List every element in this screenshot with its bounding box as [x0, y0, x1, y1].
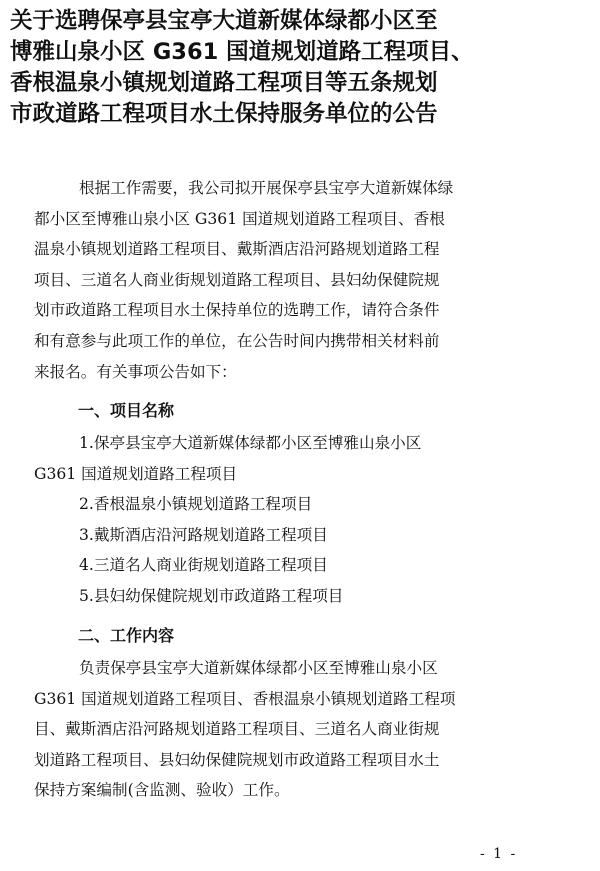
- intro-paragraph: [34, 173, 564, 387]
- section-heading: 一、项目名称: [78, 401, 175, 420]
- title-line: 香根温泉小镇规划道路工程项目等五条规划: [10, 70, 438, 96]
- paragraph-line: 来报名。有关事项公告如下：: [34, 362, 237, 381]
- paragraph-line: 温泉小镇规划道路工程项目、戴斯酒店沿河路规划道路工程: [34, 240, 440, 259]
- title-line: 博雅山泉小区 G361 国道规划道路工程项目、: [10, 39, 474, 65]
- paragraph-line: 负责保亭县宝亭大道新媒体绿都小区至博雅山泉小区: [79, 659, 438, 677]
- paragraph-line: 划市政道路工程项目水土保持单位的选聘工作，请符合条件: [34, 301, 440, 320]
- paragraph-line: 都小区至博雅山泉小区 G361 国道规划道路工程项目、香根: [34, 209, 445, 228]
- list-item-continuation: G361 国道规划道路工程项目: [34, 464, 238, 483]
- list-item: 3.戴斯酒店沿河路规划道路工程项目: [79, 525, 328, 544]
- title-line: 市政道路工程项目水土保持服务单位的公告: [10, 101, 438, 127]
- project-list: [34, 428, 564, 612]
- paragraph-line: 目、戴斯酒店沿河路规划道路工程项目、三道名人商业街规: [34, 720, 440, 739]
- section-heading-work-content: [34, 621, 564, 652]
- document-title: [10, 6, 590, 130]
- paragraph-line: 根据工作需要，我公司拟开展保亭县宝亭大道新媒体绿: [79, 179, 454, 197]
- list-item: 4.三道名人商业街规划道路工程项目: [79, 556, 328, 575]
- paragraph-line: 保持方案编制(含监测、验收）工作。: [34, 781, 290, 800]
- list-item: 5.县妇幼保健院规划市政道路工程项目: [79, 586, 344, 605]
- list-item: 1.保亭县宝亭大道新媒体绿都小区至博雅山泉小区: [79, 434, 422, 452]
- title-line: 关于选聘保亭县宝亭大道新媒体绿都小区至: [10, 8, 438, 34]
- page-number: - 1 -: [480, 846, 518, 862]
- paragraph-line: 划道路工程项目、县妇幼保健院规划市政道路工程项目水土: [34, 750, 440, 769]
- section-heading-project-names: [34, 396, 564, 427]
- paragraph-line: G361 国道规划道路工程项目、香根温泉小镇规划道路工程项: [34, 689, 456, 708]
- paragraph-line: 和有意参与此项工作的单位，在公告时间内携带相关材料前: [34, 331, 440, 350]
- section-heading: 二、工作内容: [78, 626, 175, 645]
- list-item: 2.香根温泉小镇规划道路工程项目: [79, 495, 313, 514]
- paragraph-line: 项目、三道名人商业街规划道路工程项目、县妇幼保健院规: [34, 270, 440, 289]
- work-content-paragraph: [34, 653, 564, 806]
